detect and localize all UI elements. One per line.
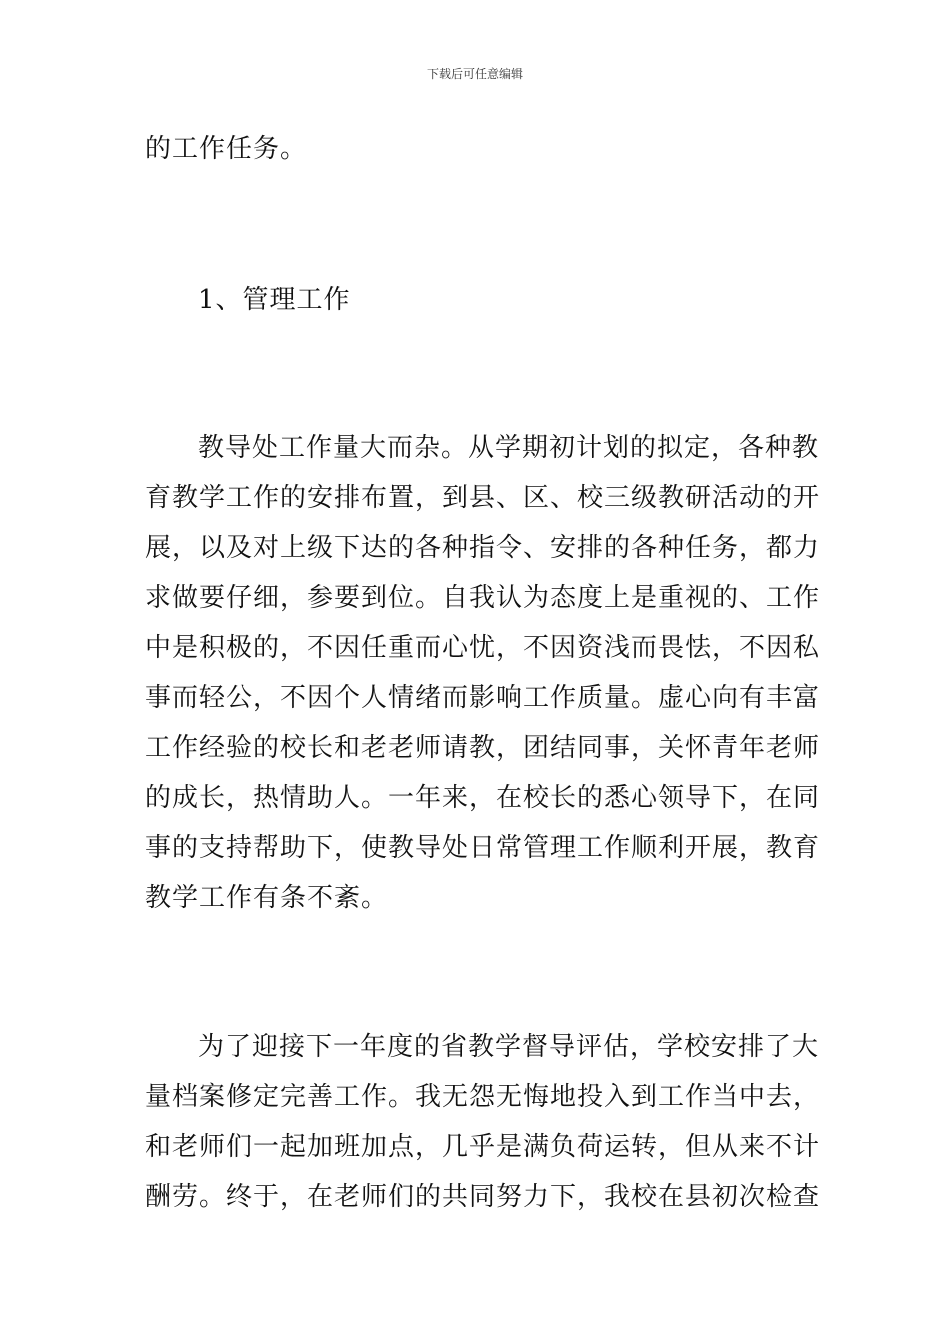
text-line: 和老师们一起加班加点，几乎是满负荷运转，但从来不计 <box>145 1132 821 1162</box>
section-heading: 1、管理工作 <box>198 285 351 315</box>
text-line: 事而轻公，不因个人情绪而影响工作质量。虚心向有丰富 <box>145 683 821 713</box>
text-line: 工作经验的校长和老老师请教，团结同事，关怀青年老师 <box>145 733 821 763</box>
text-line: 为了迎接下一年度的省教学督导评估，学校安排了大 <box>198 1032 820 1062</box>
text-line: 酬劳。终于，在老师们的共同努力下，我校在县初次检查 <box>145 1182 821 1212</box>
text-line: 事的支持帮助下，使教导处日常管理工作顺利开展，教育 <box>145 833 821 863</box>
text-line: 量档案修定完善工作。我无怨无悔地投入到工作当中去， <box>145 1082 821 1112</box>
text-line: 育教学工作的安排布置，到县、区、校三级教研活动的开 <box>145 483 821 513</box>
text-line: 的成长，热情助人。一年来，在校长的悉心领导下，在同 <box>145 783 821 813</box>
text-line: 的工作任务。 <box>145 134 308 164</box>
text-line: 教导处工作量大而杂。从学期初计划的拟定，各种教 <box>198 433 820 463</box>
text-line: 求做要仔细，参要到位。自我认为态度上是重视的、工作 <box>145 583 821 613</box>
text-line: 展，以及对上级下达的各种指令、安排的各种任务，都力 <box>145 533 821 563</box>
text-line: 中是积极的，不因任重而心忧，不因资浅而畏怯，不因私 <box>145 633 821 663</box>
text-line: 教学工作有条不紊。 <box>145 883 389 913</box>
header-note: 下载后可任意编辑 <box>426 67 523 81</box>
